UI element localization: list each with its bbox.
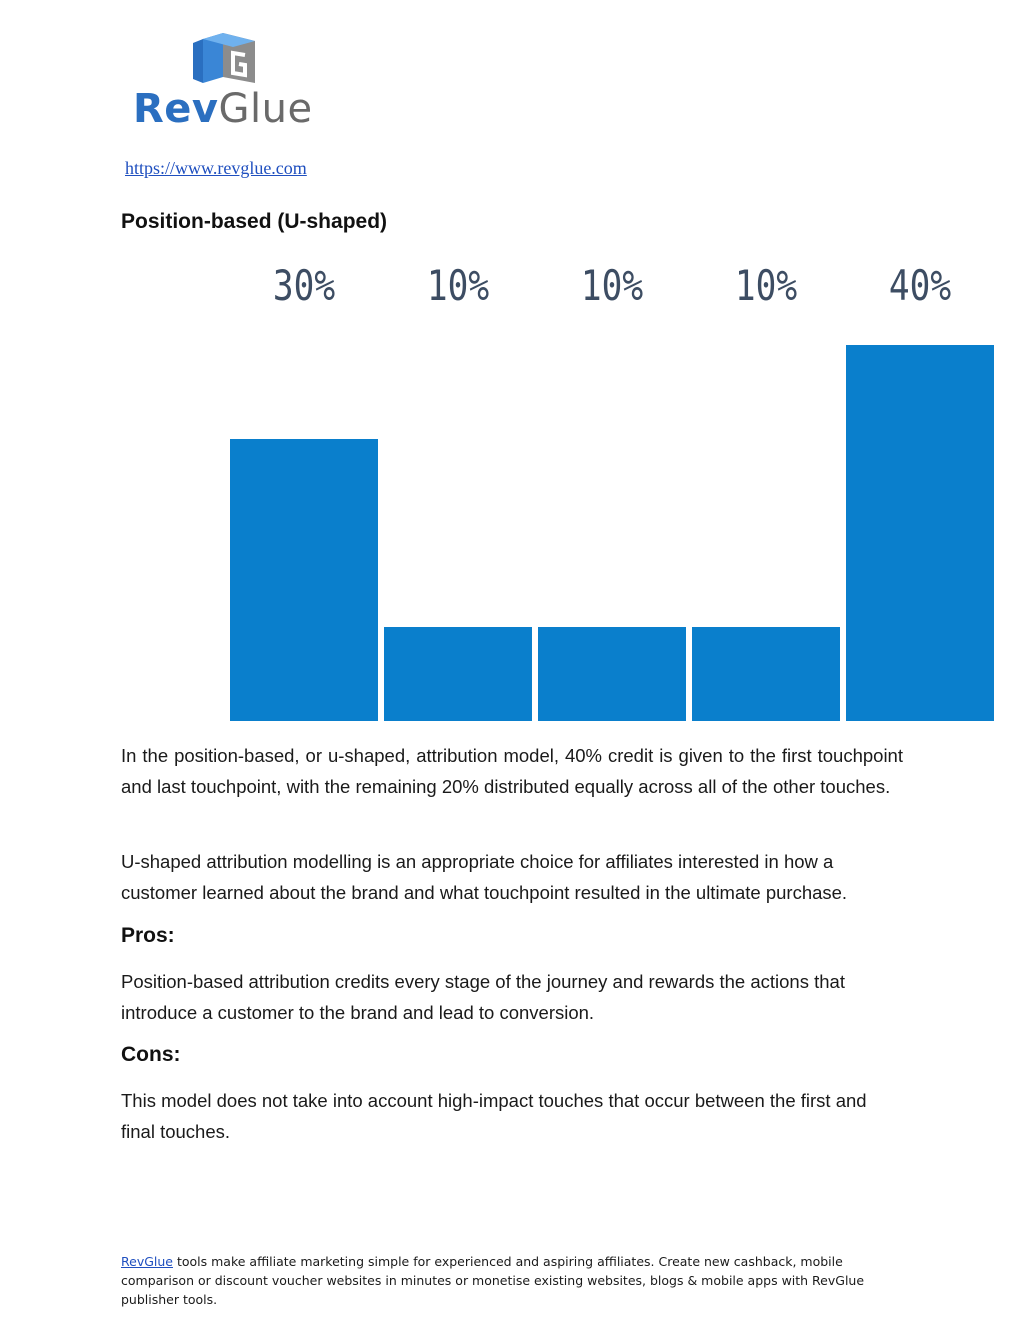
footer-text: tools make affiliate marketing simple for experienced and aspiring affiliates. Create new cashback, mobile comparison or discount voucher websites in minutes or monetise existing websites, blogs & mobile apps with RevGlue publisher tools.: [121, 1254, 865, 1307]
logo-cube-icon: [193, 33, 259, 87]
pros-paragraph: Position-based attribution credits every stage of the journey and rewards the actions that introduce a customer to the brand and lead to conversion.: [121, 971, 845, 1023]
intro-paragraph: In the position-based, or u-shaped, attribution model, 40% credit is given to the first touchpoint and last touchpoint, with the remaining 20% distributed equally across all of the other touches.: [121, 745, 903, 797]
bar-1: [230, 439, 378, 721]
bar-label-4: 10%: [734, 261, 798, 311]
section-title: Position-based (U-shaped): [121, 210, 388, 233]
website-link[interactable]: https://www.revglue.com: [125, 158, 307, 178]
bar-3: [538, 627, 686, 721]
bar-label-3: 10%: [580, 261, 644, 311]
bar-label-5: 40%: [888, 261, 952, 311]
pros-heading: Pros:: [121, 924, 175, 947]
revglue-logo: [133, 33, 323, 132]
bar-2: [384, 627, 532, 721]
cons-paragraph: This model does not take into account high-impact touches that occur between the first and final touches.: [121, 1090, 867, 1142]
usage-paragraph: U-shaped attribution modelling is an appropriate choice for affiliates interested in how a customer learned about the brand and what touchpoint resulted in the ultimate purchase.: [121, 851, 848, 903]
logo-wordmark: RevGlue: [133, 86, 313, 132]
bar-4: [692, 627, 840, 721]
footer-revglue-link[interactable]: RevGlue: [121, 1254, 173, 1269]
bar-label-1: 30%: [272, 261, 336, 311]
chart-svg: [220, 245, 1000, 730]
bar-label-2: 10%: [426, 261, 490, 311]
u-shaped-bar-chart: [220, 245, 1000, 730]
cons-heading: Cons:: [121, 1043, 181, 1066]
footer-note: [121, 1252, 911, 1309]
bar-5: [846, 345, 994, 721]
